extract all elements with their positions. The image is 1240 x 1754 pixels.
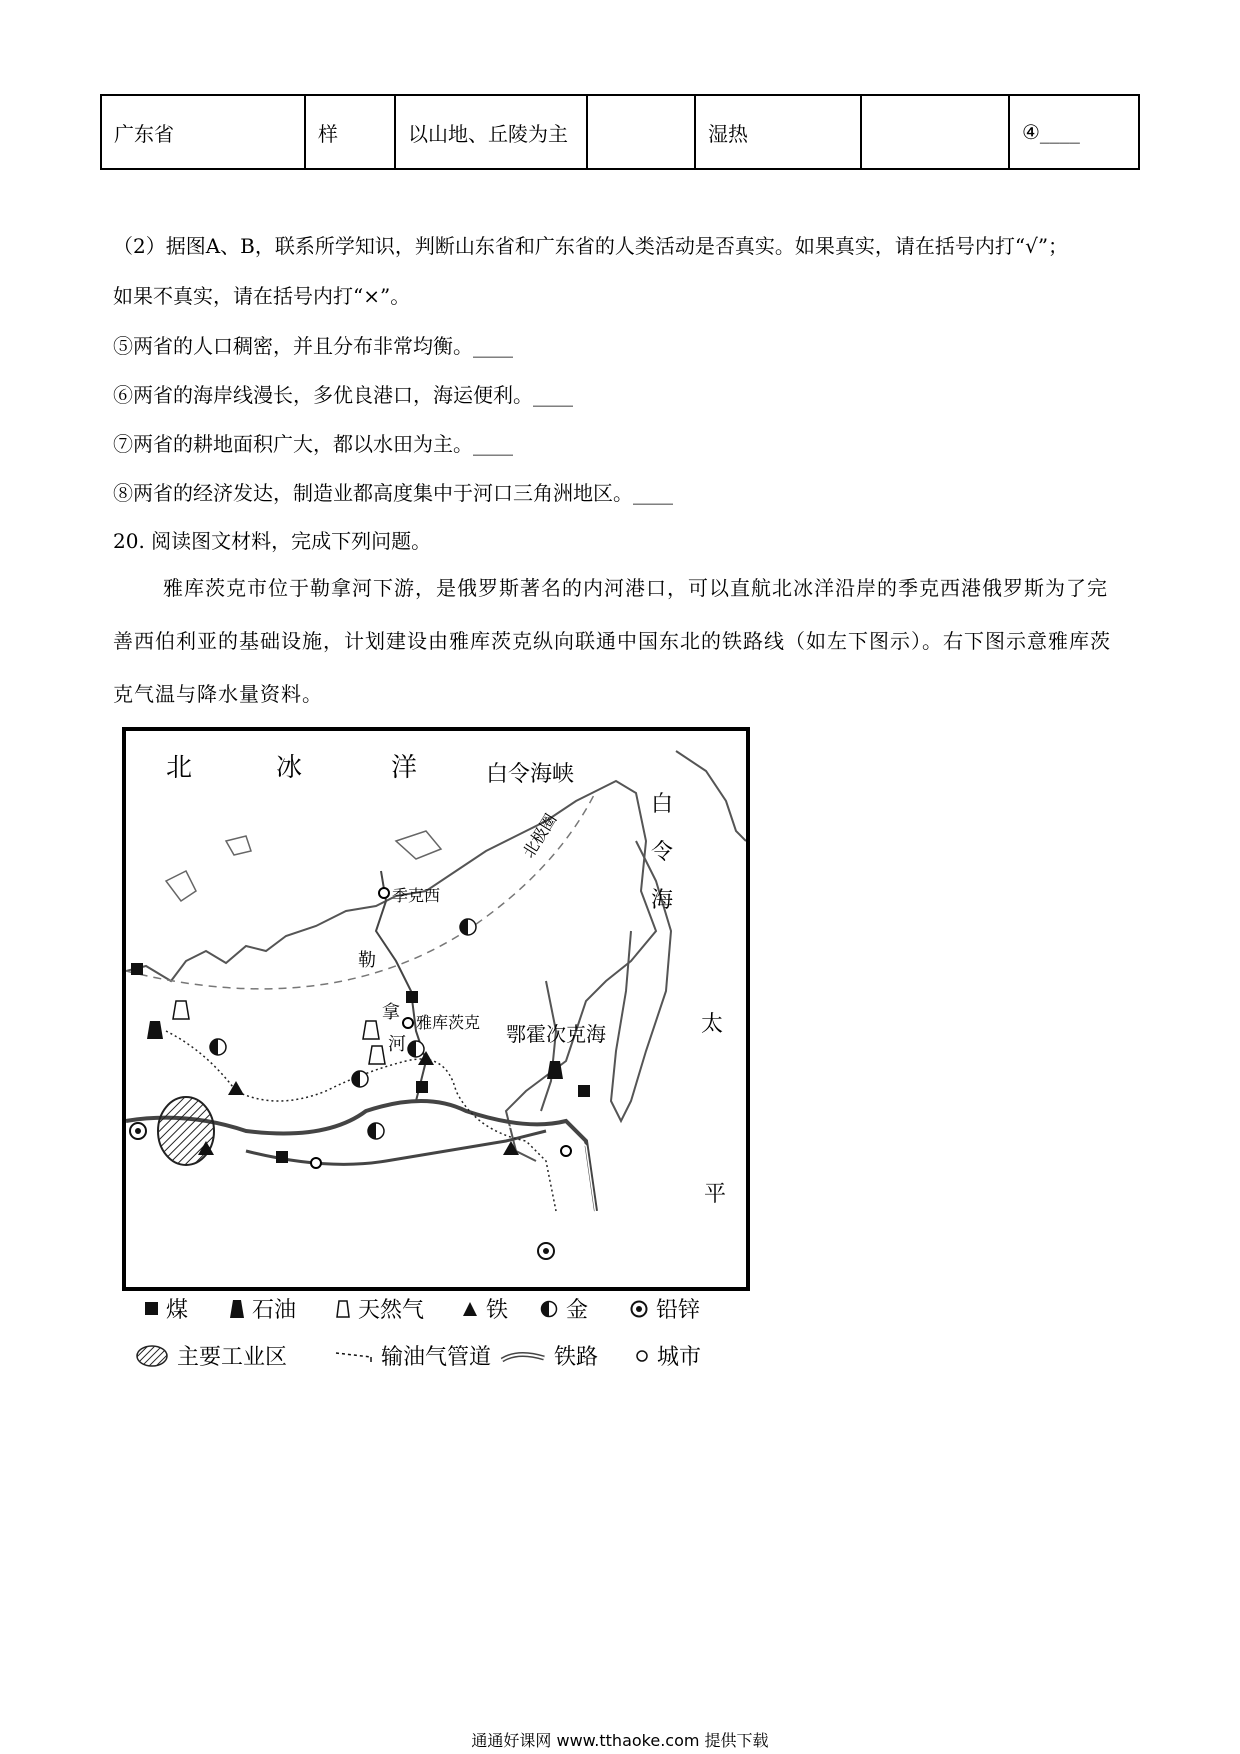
legend-label: 主要工业区 xyxy=(177,1345,288,1370)
railway-icon xyxy=(500,1348,546,1364)
gold-marker xyxy=(210,1039,226,1055)
lena-river xyxy=(376,871,426,1101)
legend-pipeline xyxy=(335,1340,491,1371)
q2-item-8: ⑧两省的经济发达，制造业都高度集中于河口三角洲地区。____ xyxy=(113,481,673,505)
coal-marker xyxy=(416,1081,428,1093)
strait-label: 白令海峡 xyxy=(486,762,575,787)
q2-intro-line1: （2）据图A、B，联系所学知识，判断山东省和广东省的人类活动是否真实。如果真实，请在括号内打“√”； xyxy=(113,234,1069,258)
bering-char: 令 xyxy=(651,840,674,865)
island xyxy=(166,871,196,901)
lead-zinc-marker xyxy=(130,1123,146,1139)
ocean-char: 冰 xyxy=(276,753,303,783)
oil-marker xyxy=(547,1061,563,1079)
coal-marker xyxy=(276,1151,288,1163)
legend-label: 铁 xyxy=(486,1298,509,1323)
coal-marker xyxy=(578,1085,590,1097)
legend-label: 煤 xyxy=(166,1298,189,1323)
data-table xyxy=(100,94,1140,170)
gas-marker xyxy=(369,1046,385,1064)
legend-label: 铅锌 xyxy=(656,1298,701,1323)
table-cell-answer: ④____ xyxy=(1009,95,1139,169)
city-tiksi xyxy=(379,888,389,898)
iron-icon xyxy=(462,1301,478,1317)
q2-item-7: ⑦两省的耕地面积广大，都以水田为主。____ xyxy=(113,432,513,456)
legend-label: 铁路 xyxy=(554,1345,599,1370)
gold-marker xyxy=(352,1071,368,1087)
city-icon xyxy=(635,1349,649,1363)
legend-industrial xyxy=(135,1340,287,1371)
lena-char: 河 xyxy=(388,1034,406,1055)
legend-label: 天然气 xyxy=(358,1298,425,1323)
q2-item-6: ⑥两省的海岸线漫长，多优良港口，海运便利。____ xyxy=(113,383,573,407)
iron-marker xyxy=(228,1081,244,1095)
lead-zinc-icon xyxy=(630,1300,648,1318)
legend-oil xyxy=(230,1293,296,1324)
gold-icon xyxy=(540,1300,558,1318)
coal-marker xyxy=(406,991,418,1003)
city-label-tiksi: 季克西 xyxy=(392,886,441,905)
coal-icon xyxy=(145,1302,158,1315)
legend-city xyxy=(635,1340,701,1371)
gold-marker xyxy=(368,1123,384,1139)
arctic-circle-label: 北极圈 xyxy=(518,810,561,862)
q2-item-5: ⑤两省的人口稠密，并且分布非常均衡。____ xyxy=(113,334,513,358)
legend-label: 石油 xyxy=(252,1298,297,1323)
city-label-yakutsk: 雅库茨克 xyxy=(416,1013,481,1032)
ocean-char: 北 xyxy=(166,753,193,783)
table-cell-climate: 湿热 xyxy=(695,95,861,169)
gas-marker xyxy=(363,1021,379,1039)
bering-char: 白 xyxy=(651,792,674,817)
pipeline-icon xyxy=(335,1349,373,1363)
ocean-char: 洋 xyxy=(391,753,418,783)
industrial-icon xyxy=(135,1344,169,1368)
table-row xyxy=(101,95,1139,169)
page-footer: 通通好课网 www.tthaoke.com 提供下载 xyxy=(471,1731,769,1750)
oil-icon xyxy=(230,1300,244,1318)
legend-lead-zinc xyxy=(630,1293,700,1324)
table-cell: 样 xyxy=(305,95,395,169)
gas-icon xyxy=(336,1300,350,1318)
railway-line xyxy=(246,1131,546,1164)
lena-char: 拿 xyxy=(382,1002,400,1023)
table-cell xyxy=(861,95,1009,169)
okhotsk-label: 鄂霍次克海 xyxy=(506,1022,606,1046)
alaska-coast xyxy=(676,751,746,841)
legend-railway xyxy=(500,1340,598,1371)
legend-label: 输油气管道 xyxy=(381,1345,492,1370)
pacific-char: 太 xyxy=(701,1012,724,1037)
legend-gold xyxy=(540,1293,588,1324)
gold-marker xyxy=(460,919,476,935)
pacific-char: 平 xyxy=(704,1182,727,1207)
city-yakutsk xyxy=(403,1018,413,1028)
city xyxy=(561,1146,571,1156)
legend-gas xyxy=(336,1293,424,1324)
legend-iron xyxy=(462,1293,508,1324)
table-cell-terrain: 以山地、丘陵为主 xyxy=(395,95,587,169)
q20-paragraph: 雅库茨克市位于勒拿河下游，是俄罗斯著名的内河港口，可以直航北冰洋沿岸的季克西港俄罗斯为了完善西伯利亚的基础设施，计划建设由雅库茨克纵向联通中国东北的铁路线（如左下图示）。右下图示意雅库茨克气温与降水量资料。 xyxy=(113,576,1111,706)
sakhalin-coast xyxy=(541,981,556,1111)
oil-marker xyxy=(147,1021,163,1039)
gold-marker xyxy=(408,1041,424,1057)
table-cell xyxy=(587,95,695,169)
legend-coal xyxy=(145,1293,188,1324)
coal-marker xyxy=(131,963,143,975)
iron-marker xyxy=(503,1141,519,1155)
legend-label: 金 xyxy=(566,1298,589,1323)
q20-title: 20. 阅读图文材料，完成下列问题。 xyxy=(113,529,432,553)
lena-char: 勒 xyxy=(358,950,376,971)
city xyxy=(311,1158,321,1168)
q2-intro-line2: 如果不真实，请在括号内打“×”。 xyxy=(113,284,411,308)
island xyxy=(226,836,251,855)
siberia-map xyxy=(122,727,750,1291)
map-drawing xyxy=(126,731,746,1287)
island xyxy=(396,831,441,859)
lead-zinc-marker xyxy=(538,1243,554,1259)
legend-label: 城市 xyxy=(657,1345,702,1370)
table-cell-province: 广东省 xyxy=(101,95,305,169)
gas-marker xyxy=(173,1001,189,1019)
bering-char: 海 xyxy=(651,888,674,913)
